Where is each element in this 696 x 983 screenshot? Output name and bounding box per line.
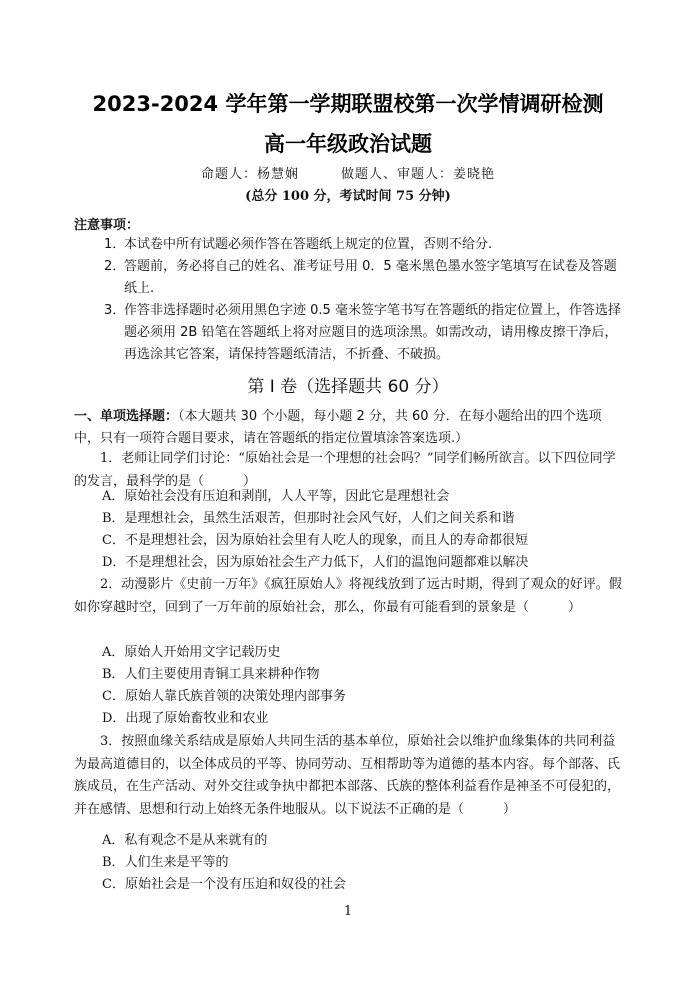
instruction-text: （本大题共 30 个小题，每小题 2 分，共 60 分．在每小题给出的四个选项中，只有一项符合题目要求，请在答题纸的指定位置填涂答案选项.） bbox=[74, 409, 602, 446]
question-1-option-c: C．不是理想社会，因为原始社会里有人吃人的现象，而且人的寿命都很短 bbox=[102, 533, 528, 548]
question-1-option-d: D．不是理想社会，因为原始社会生产力低下，人们的温饱问题都难以解决 bbox=[102, 555, 529, 570]
section-title: 第 I 卷（选择题共 60 分） bbox=[247, 377, 449, 397]
exam-meta: (总分 100 分，考试时间 75 分钟) bbox=[245, 189, 451, 204]
page-number: 1 bbox=[343, 904, 353, 919]
question-2-option-d: D．出现了原始畜牧业和农业 bbox=[102, 711, 269, 726]
question-2-option-a: A．原始人开始用文字记载历史 bbox=[102, 645, 281, 660]
section-instruction bbox=[74, 406, 624, 450]
exam-subtitle: 高一年级政治试题 bbox=[264, 132, 432, 156]
author-line bbox=[0, 163, 696, 182]
note-item bbox=[104, 256, 624, 300]
note-text: 作答非选择题时必须用黑色字迹 0.5 毫米签字笔书写在答题纸的指定位置上，作答选择题必须用 2B 铅笔在答题纸上将对应题目的选项涂黑。如需改动，请用橡皮擦干净后，再选涂其它答案，请保持答题纸清洁，不折叠、不破损。 bbox=[124, 303, 621, 362]
note-text: 答题前，务必将自己的姓名、准考证号用 0．5 毫米黑色墨水签字笔填写在试卷及答题纸上. bbox=[124, 259, 617, 296]
note-number: 2． bbox=[104, 259, 126, 274]
note-item bbox=[104, 300, 624, 366]
author: 命题人：杨慧娴 bbox=[200, 167, 299, 182]
question-3-option-a: A．私有观念不是从来就有的 bbox=[102, 833, 268, 848]
notes-heading: 注意事项： bbox=[74, 218, 140, 233]
question-2-option-c: C．原始人靠氏族首领的决策处理内部事务 bbox=[102, 689, 346, 704]
question-1-stem: 1．老师让同学们讨论：“原始社会是一个理想的社会吗？”同学们畅所欲言。以下四位同学的发言，最科学的是（ ） bbox=[74, 451, 616, 489]
question-3-stem: 3．按照血缘关系结成是原始人共同生活的基本单位，原始社会以维护血缘集体的共同利益为最高道德目的，以全体成员的平等、协同劳动、互相帮助等为道德的基本内容。每个部落、氏族成员，在生产活动、对外交往或争执中都把本部落、氏族的整体利益看作是神圣不可侵犯的，并在感情、思想和行动上始终无条件地服从。以下说法不正确的是（ ） bbox=[74, 734, 621, 817]
question-3-option-c: C．原始社会是一个没有压迫和奴役的社会 bbox=[102, 877, 346, 892]
instruction-label: 一、单项选择题： bbox=[74, 409, 179, 424]
note-text: 本试卷中所有试题必须作答在答题纸上规定的位置，否则不给分. bbox=[124, 237, 493, 252]
question-1-option-b: B．是理想社会，虽然生活艰苦，但那时社会风气好，人们之间关系和谐 bbox=[102, 511, 515, 526]
question-1-option-a: A．原始社会没有压迫和剥削，人人平等，因此它是理想社会 bbox=[102, 489, 450, 504]
note-number: 1． bbox=[104, 237, 126, 252]
question-2-option-b: B．人们主要使用青铜工具来耕种作物 bbox=[102, 667, 320, 682]
note-number: 3． bbox=[104, 303, 126, 318]
exam-title: 2023-2024 学年第一学期联盟校第一次学情调研检测 bbox=[92, 92, 604, 116]
note-item bbox=[104, 234, 624, 256]
question-2-stem: 2．动漫影片《史前一万年》《疯狂原始人》将视线放到了远古时期，得到了观众的好评。假如你穿越时空，回到了一万年前的原始社会，那么，你最有可能看到的景象是（ ） bbox=[74, 577, 622, 615]
question-3-option-b: B．人们生来是平等的 bbox=[102, 855, 229, 870]
reviewer: 做题人、审题人：姜晓艳 bbox=[341, 167, 496, 182]
